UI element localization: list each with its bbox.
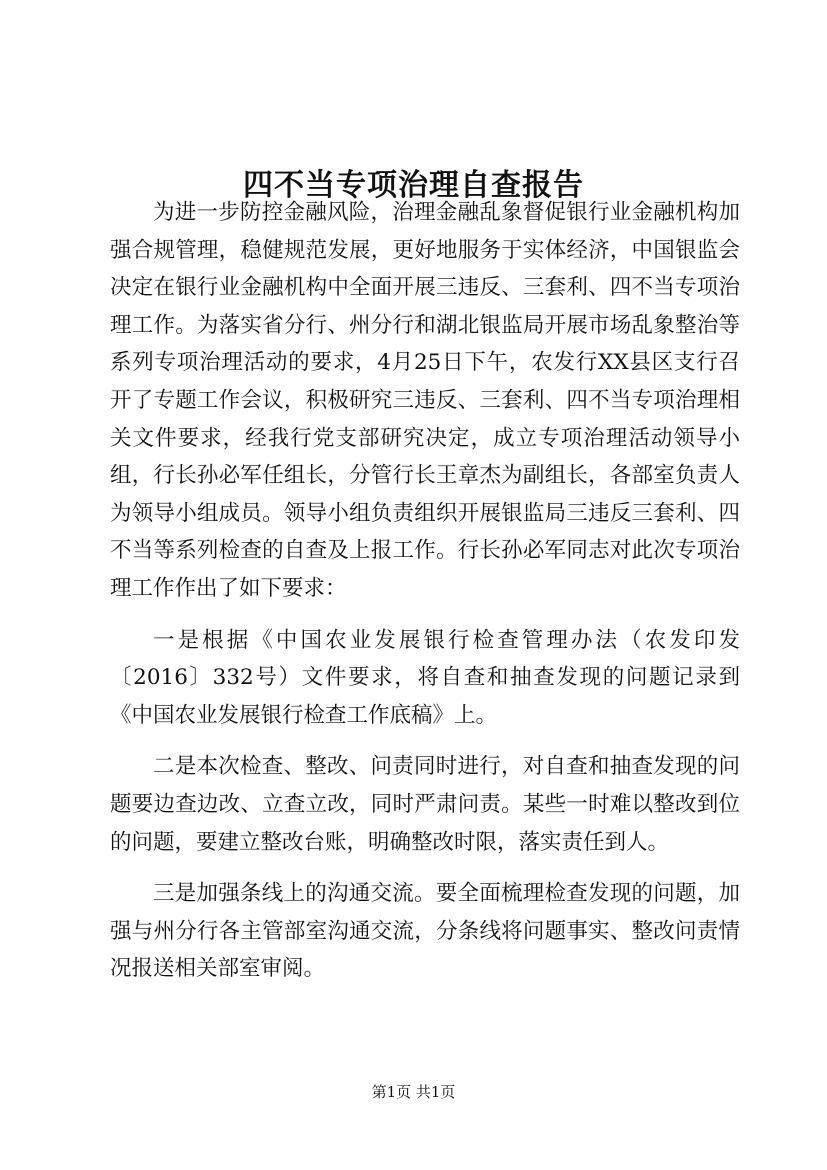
page-title: 四不当专项治理自查报告 [243, 168, 584, 204]
requirement-one-paragraph: 一是根据《中国农业发展银行检查管理办法（农发印发〔2016〕332号）文件要求，将自查和抽查发现的问题记录到《中国农业发展银行检查工作底稿》上。 [110, 627, 740, 728]
intro-paragraph: 为进一步防控金融风险，治理金融乱象督促银行业金融机构加强合规管理，稳健规范发展，更好地服务于实体经济，中国银监会决定在银行业金融机构中全面开展三违反、三套利、四不当专项治理工作。为落实省分行、州分行和湖北银监局开展市场乱象整治等系列专项治理活动的要求，4月25日下午，农发行XX县区支行召开了专题工作会议，积极研究三违反、三套利、四不当专项治理相关文件要求，经我行党支部研究决定，成立专项治理活动领导小组，行长孙必军任组长，分管行长王章杰为副组长，各部室负责人为领导小组成员。领导小组负责组织开展银监局三违反三套利、四不当等系列检查的自查及上报工作。行长孙必军同志对此次专项治理工作作出了如下要求： [110, 200, 740, 601]
document-body [110, 194, 740, 988]
requirement-three-paragraph: 三是加强条线上的沟通交流。要全面梳理检查发现的问题，加强与州分行各主管部室沟通交流，分条线将问题事实、整改问责情况报送相关部室审阅。 [110, 881, 740, 982]
requirement-two-paragraph: 二是本次检查、整改、问责同时进行，对自查和抽查发现的问题要边查边改、立查立改，同时严肃问责。某些一时难以整改到位的问题，要建立整改台账，明确整改时限，落实责任到人。 [110, 754, 740, 855]
page-number-footer: 第1页 共1页 [371, 1083, 456, 1101]
